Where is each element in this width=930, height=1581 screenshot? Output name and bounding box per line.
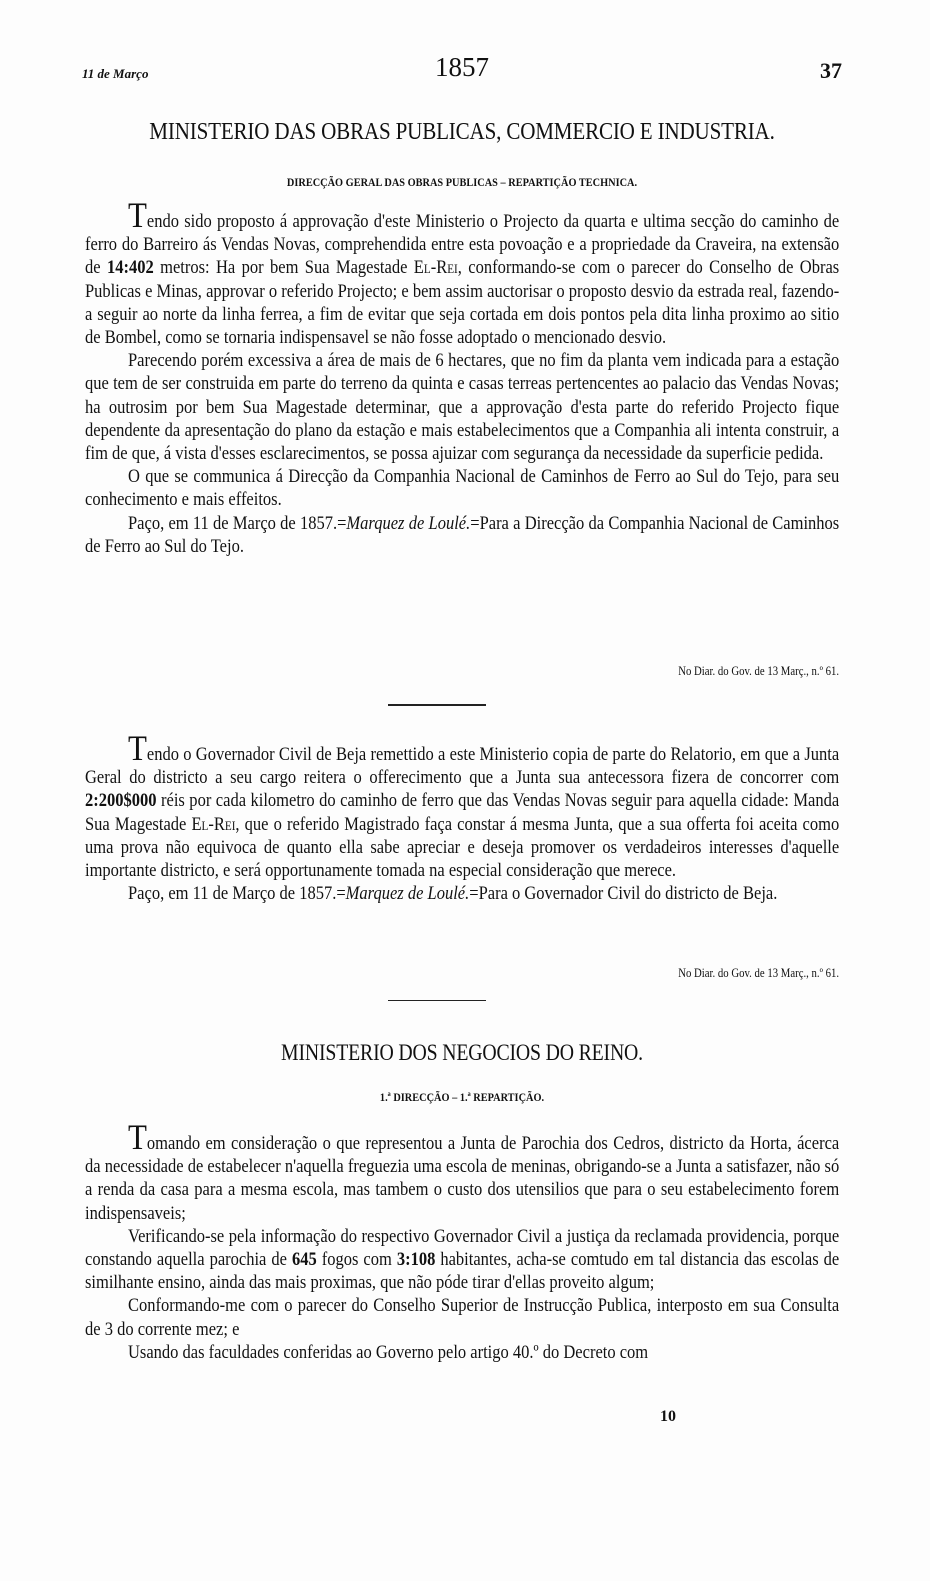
inhabitants-value: 3:108 (396, 1249, 436, 1271)
date-line: Paço, em 11 de Março de 1857. (128, 883, 337, 905)
text-run: Verificando-se pela informação do respectivo Governador Civil a justiça da reclamada providencia, porque constando aquella parochia de (85, 1225, 840, 1271)
drop-cap: T (128, 1117, 147, 1157)
text-run: endo sido proposto á approvação d'este Ministerio o Projecto da quarta e ultima secção do caminho de ferro do Barreiro ás Vendas Novas, comprehendida entre esta povoação e a propriedade da Craveira, na extensão de (85, 211, 840, 279)
addressee: Para a Direcção da Companhia Nacional de Caminhos de Ferro ao Sul do Tejo. (85, 512, 840, 557)
decree-3-paragraph-4: Usando das faculdades conferidas ao Governo pelo artigo 40.º do Decreto com (128, 1341, 649, 1363)
department-heading: DIRECÇÃO GERAL DAS OBRAS PUBLICAS – REPARTIÇÃO TECHNICA. (286, 175, 638, 189)
text-run: metros: Ha por bem Sua Magestade (153, 257, 414, 279)
signature-mark: 10 (660, 1408, 676, 1425)
king-title: El-Rei (413, 257, 458, 279)
decree-3-paragraph-1 (85, 1117, 840, 1225)
separator: = (469, 883, 479, 905)
separator: = (470, 512, 480, 534)
section-obras-publicas (85, 118, 839, 146)
signer-name: Marquez de Loulé. (346, 512, 471, 534)
department-heading: 1.ª DIRECÇÃO – 1.ª REPARTIÇÃO. (379, 1090, 545, 1104)
date-line: Paço, em 11 de Março de 1857. (128, 512, 338, 534)
citation: No Diar. do Gov. de 13 Març., n.º 61. (678, 664, 839, 678)
amount-value: 2:200$000 (85, 790, 157, 812)
separator-rule (388, 1000, 486, 1001)
citation-wrap-1 (85, 664, 839, 684)
separator-rule (388, 704, 486, 706)
separator: = (337, 512, 347, 534)
decree-1-paragraph-2: Parecendo porém excessiva a área de mais de 6 hectares, que no fim da planta vem indicada para a estação que tem de ser construida em parte do terreno da quinta e casas terreas pertencentes ao palacio das Vendas Novas; ha outrosim por bem Sua Magestade determinar, que a approvação d'esta parte do referido Projecto fique dependente da apresentação do plano da estação e mais estabelecimentos que a Companhia ali intenta construir, a fim de que, á vista d'esses esclarecimentos, se possa ajuizar com segurança da necessidade da superficie pedida. (85, 350, 840, 465)
decree-2 (85, 728, 840, 905)
running-head-date: 11 de Março (82, 66, 149, 81)
department-heading-wrap (85, 1090, 839, 1105)
text-run: fogos com (316, 1249, 397, 1271)
text-run: endo o Governador Civil de Beja remettido a este Ministerio copia de parte do Relatorio, em que a Junta Geral do districto a seu cargo reitera o offerecimento que a Junta sua antecessora fizera de concorrer com (85, 744, 840, 789)
separator: = (336, 883, 346, 905)
running-head (82, 52, 842, 82)
addressee: Para o Governador Civil do districto de Beja. (478, 883, 778, 905)
text-run: omando em consideração o que representou a Junta de Parochia dos Cedros, districto da Horta, ácerca da necessidade de estabelecer n'aquella freguezia uma escola de meninas, obrigando-se a Junta a satisfazer, não só a renda da casa para a mesma escola, mas tambem o custo dos utensilios que para o seu estabelecimento forem indispensaveis; (85, 1133, 840, 1224)
text-run: habitantes, acha-se comtudo em tal distancia das escolas de similhante ensino, ainda das mais proximas, que não póde tirar d'ellas proveito algum; (85, 1249, 840, 1294)
length-value: 14:402 (106, 257, 154, 279)
citation: No Diar. do Gov. de 13 Març., n.º 61. (678, 966, 839, 980)
drop-cap: T (128, 195, 147, 235)
decree-3-paragraph-2 (85, 1225, 839, 1295)
drop-cap: T (128, 728, 147, 768)
running-head-year: 1857 (435, 52, 489, 82)
decree-1-paragraph-3: O que se communica á Direcção da Companhia Nacional de Caminhos de Ferro ao Sul do Tejo, para seu conhecimento e mais effeitos. (85, 466, 840, 511)
decree-2-signature (85, 882, 839, 905)
section-negocios-reino (85, 1040, 839, 1066)
citation-wrap-2 (85, 966, 839, 986)
signer-name: Marquez de Loulé. (345, 883, 470, 905)
page-number: 37 (820, 58, 842, 83)
households-value: 645 (291, 1249, 317, 1271)
decree-2-paragraph-1 (85, 728, 840, 882)
decree-3-paragraph-3: Conformando-me com o parecer do Conselho Superior de Instrucção Publica, interposto em sua Consulta de 3 do corrente mez; e (85, 1295, 840, 1340)
department-heading-wrap (85, 175, 839, 190)
ministry-heading: MINISTERIO DAS OBRAS PUBLICAS, COMMERCIO E INDUSTRIA. (149, 118, 775, 145)
decree-1-signature (85, 512, 839, 558)
text-run: , conformando-se com o parecer do Conselho de Obras Publicas e Minas, approvar o referido Projecto; e bem assim auctorisar o proposto desvio da estrada real, fazendo-a seguir ao norte da linha ferrea, a fim de evitar que seja cortada em dois pontos pela dita linha proximo ao sitio de Bombel, como se tornaria indispensavel se não fosse adoptado o mencionado desvio. (85, 257, 840, 349)
decree-1-paragraph-1 (85, 195, 840, 349)
text-run: , que o referido Magistrado faça constar á mesma Junta, que a sua offerta foi aceita como uma prova não equivoca de quanto ella sabe apreciar e deseja promover os verdadeiros interesses d'aquelle importante districto, e será opportunamente tomada na especial consideração que merece. (85, 813, 840, 882)
decree-1 (85, 195, 840, 558)
text-run: réis por cada kilometro do caminho de ferro que das Vendas Novas seguir para aquella cidade: Manda Sua Magestade (85, 790, 840, 835)
ministry-heading: MINISTERIO DOS NEGOCIOS DO REINO. (281, 1040, 643, 1065)
decree-3 (85, 1117, 840, 1364)
king-title: El-Rei (191, 813, 236, 835)
